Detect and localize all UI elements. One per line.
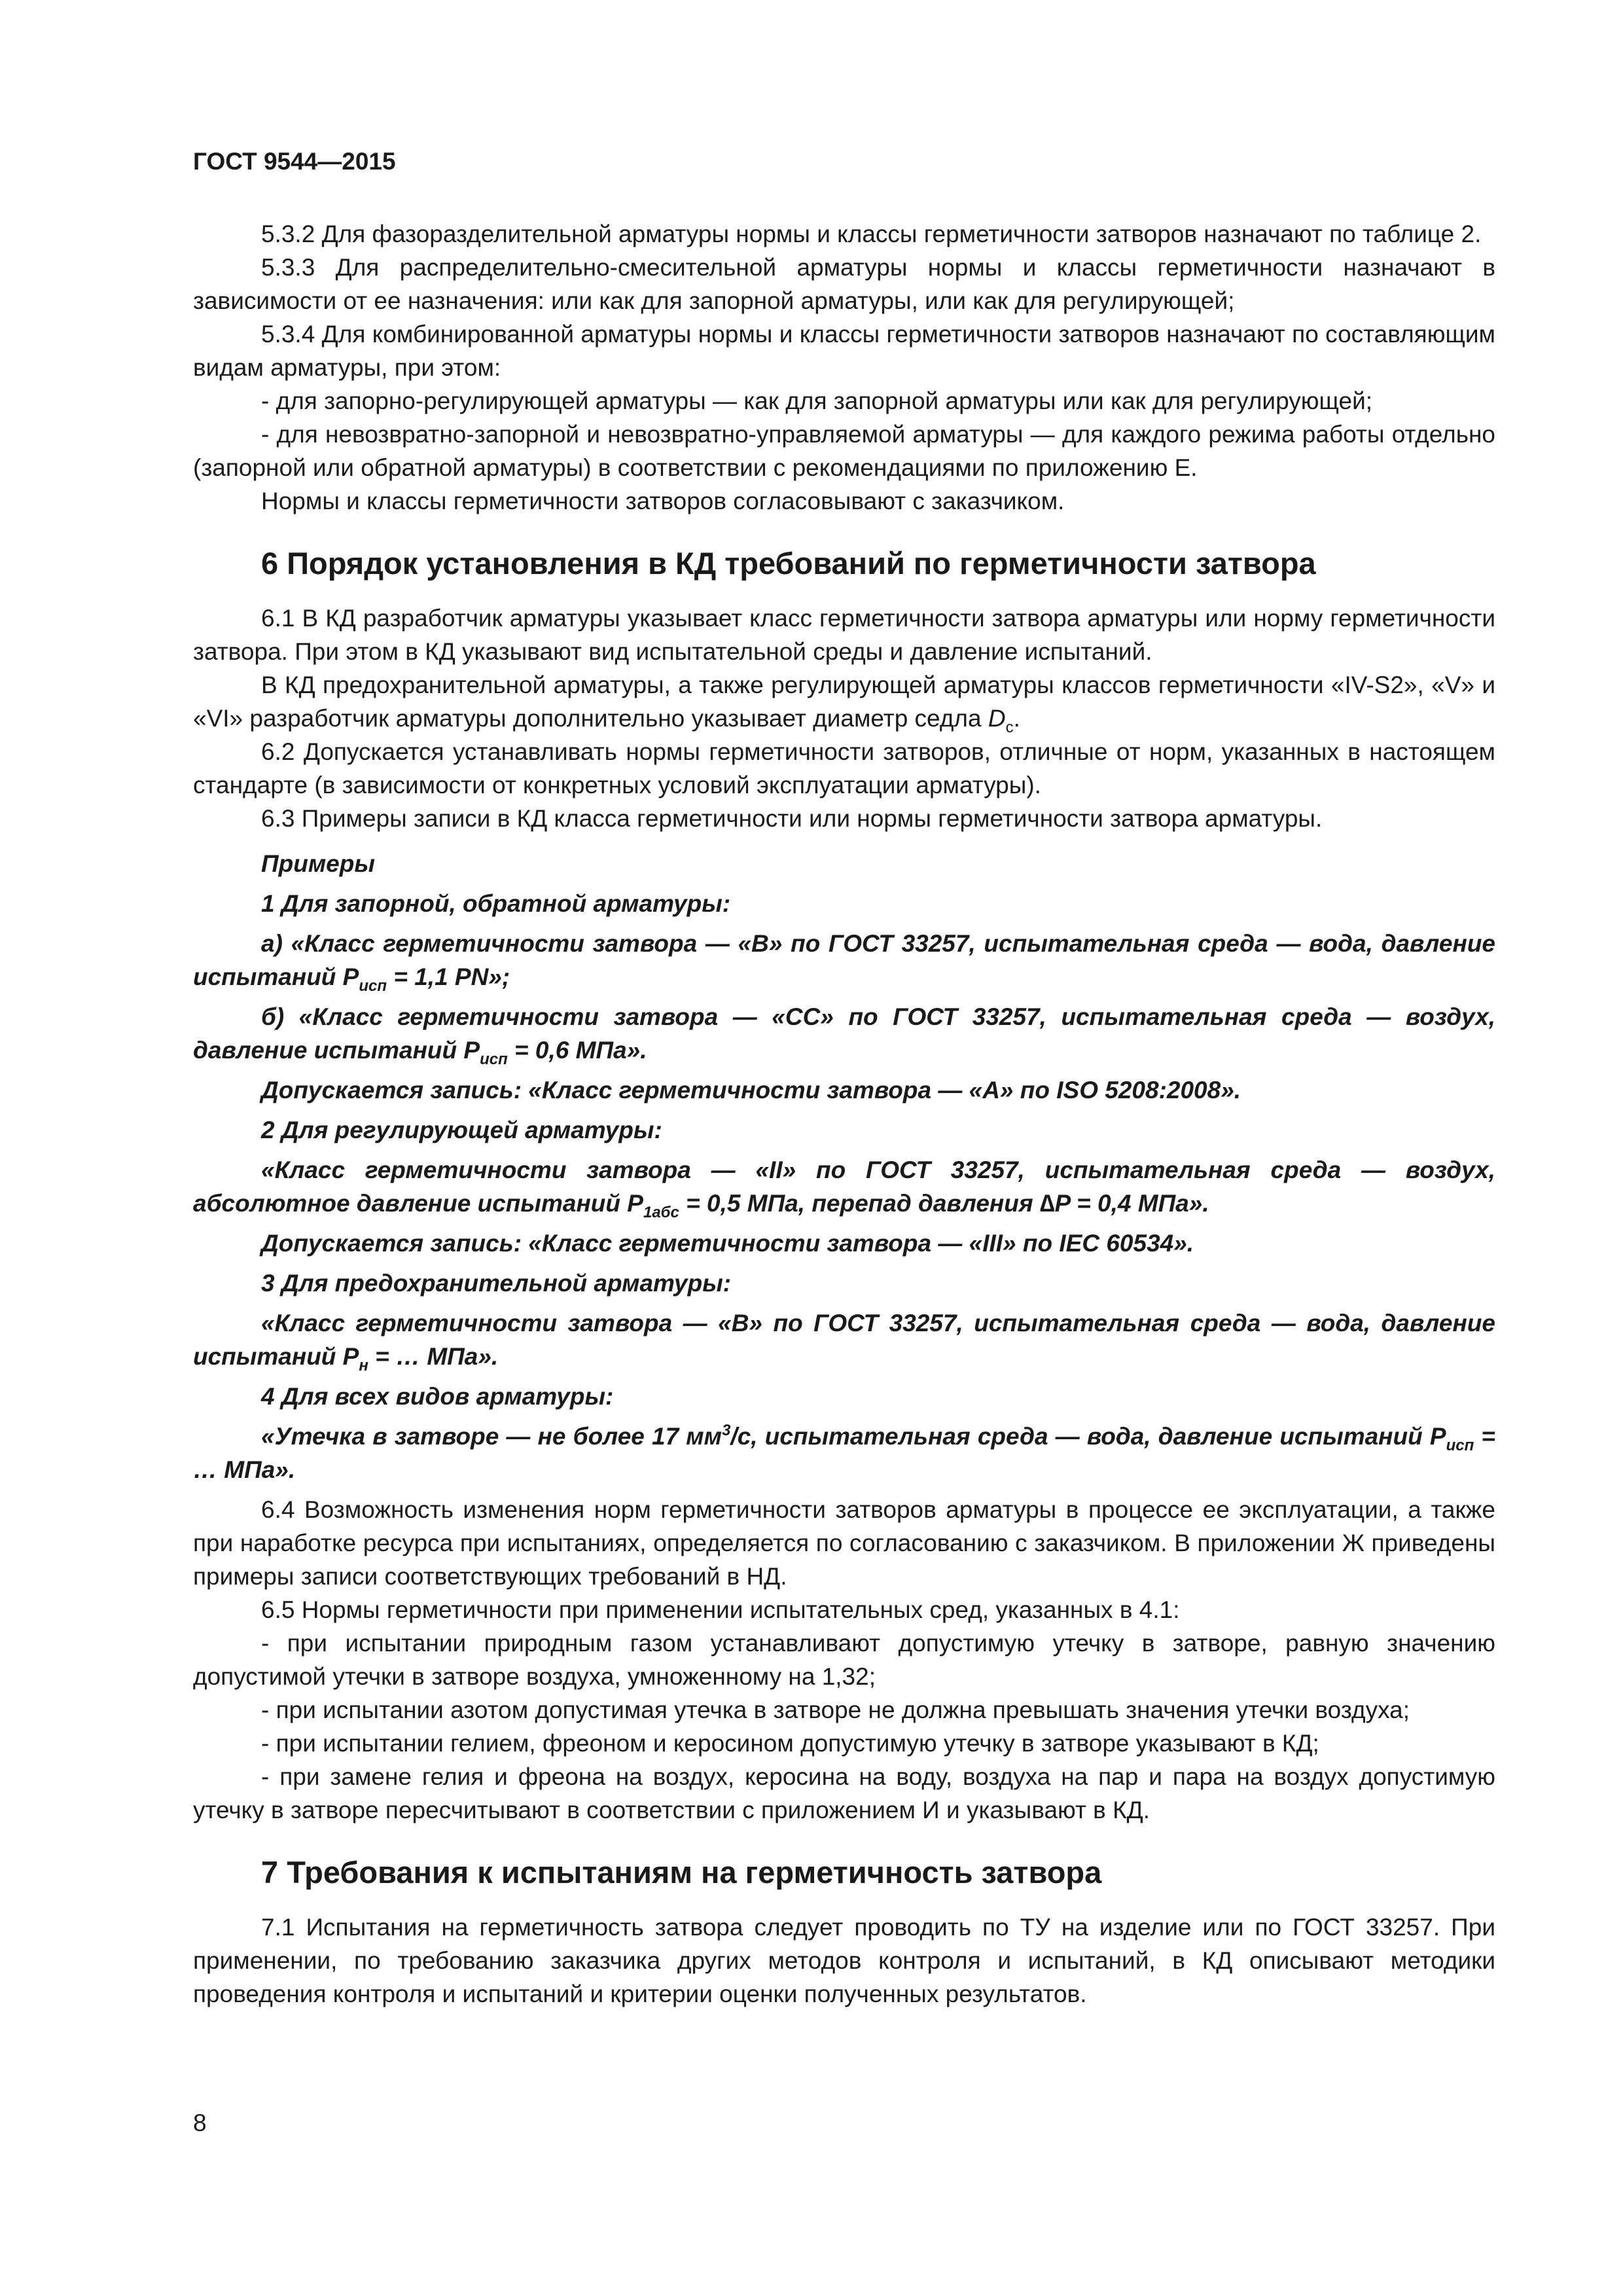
page-number: 8: [193, 2109, 207, 2136]
example-text-part: = 1,1 PN»;: [387, 963, 510, 990]
example-text: [193, 1306, 1495, 1373]
paragraph-6-3: 6.3 Примеры записи в КД класса герметичности или нормы герметичности затвора арматуры.: [261, 805, 1323, 832]
paragraph-note: Нормы и классы герметичности затворов согласовывают с заказчиком.: [261, 488, 1065, 514]
list-item: - при испытании азотом допустимая утечка в затворе не должна превышать значения утечки воздуха;: [261, 1696, 1410, 1723]
document-header: ГОСТ 9544—2015: [193, 148, 396, 175]
example-heading: 4 Для всех видов арматуры:: [261, 1383, 614, 1410]
superscript: 3: [722, 1422, 731, 1439]
subscript: исп: [480, 1050, 508, 1068]
example-text-part: = 0,5 МПа, перепад давления ∆P = 0,4 МПа».: [679, 1190, 1209, 1217]
paragraph-5-3-4: 5.3.4 Для комбинированной арматуры нормы и классы герметичности затворов назначают по составляющим видам арматуры, при этом:: [193, 321, 1495, 381]
example-text: [193, 1153, 1495, 1220]
example-text-part: /с, испытательная среда — вода, давление испытаний P: [730, 1423, 1446, 1450]
paragraph-6-1-continued: В КД предохранительной арматуры, а также регулирующей арматуры классов герметичности «IV-S2», «V» и «VI» разработчик арматуры дополнительно указывает диаметр седла $D_c$.: [193, 672, 1495, 736]
paragraph-6-1: 6.1 В КД разработчик арматуры указывает класс герметичности затвора арматуры или норму герметичности затвора. При этом в КД указывают вид испытательной среды и давление испытаний.: [193, 605, 1495, 665]
example-text: Допускается запись: «Класс герметичности затвора — «А» по ISO 5208:2008».: [261, 1077, 1241, 1103]
paragraph-5-3-2: 5.3.2 Для фазоразделительной арматуры нормы и классы герметичности затворов назначают по таблице 2.: [261, 221, 1482, 247]
example-text-part: = … МПа».: [368, 1343, 499, 1370]
list-item: - при испытании природным газом устанавливают допустимую утечку в затворе, равную значению допустимой утечки в затворе воздуха, умноженному на 1,32;: [193, 1630, 1495, 1690]
paragraph-6-5: 6.5 Нормы герметичности при применении испытательных сред, указанных в 4.1:: [261, 1596, 1180, 1623]
subscript: c: [1005, 719, 1014, 736]
section-6-heading: 6 Порядок установления в КД требований по герметичности затвора: [261, 546, 1316, 581]
paragraph-7-1: 7.1 Испытания на герметичность затвора следует проводить по ТУ на изделие или по ГОСТ 33257. При применении, по требованию заказчика других методов контроля и испытаний, в КД описывают методики проведения контроля и испытаний и критерии оценки полученных результатов.: [193, 1914, 1495, 2007]
example-heading: 1 Для запорной, обратной арматуры:: [261, 890, 731, 917]
example-text: [193, 1420, 1495, 1486]
subscript: 1абс: [643, 1204, 679, 1221]
paragraph-6-2: 6.2 Допускается устанавливать нормы герметичности затворов, отличные от норм, указанных в настоящем стандарте (в зависимости от конкретных условий эксплуатации арматуры).: [193, 738, 1495, 798]
example-text: [193, 927, 1495, 994]
example-text-part: «Утечка в затворе — не более 17 мм: [261, 1423, 722, 1450]
page-content: [193, 217, 1495, 2011]
example-text-part: а) «Класс герметичности затвора — «В» по ГОСТ 33257, испытательная среда — вода, давление испытаний P: [193, 930, 1495, 990]
paragraph-text: В КД предохранительной арматуры, а также регулирующей арматуры классов герметичности «IV-S2», «V» и «VI» разработчик арматуры дополнительно указывает диаметр седла: [193, 672, 1495, 732]
examples-block: [193, 847, 1495, 1486]
example-text-part: «Класс герметичности затвора — «II» по ГОСТ 33257, испытательная среда — воздух, абсолютное давление испытаний P: [193, 1157, 1495, 1217]
subscript: н: [359, 1357, 368, 1374]
example-text: [193, 1000, 1495, 1067]
example-heading: 2 Для регулирующей арматуры:: [261, 1117, 662, 1143]
section-7-heading: 7 Требования к испытаниям на герметичность затвора: [261, 1855, 1102, 1890]
example-heading: 3 Для предохранительной арматуры:: [261, 1270, 732, 1297]
example-text-part: б) «Класс герметичности затвора — «СС» по ГОСТ 33257, испытательная среда — воздух, давление испытаний P: [193, 1003, 1495, 1064]
list-item: - для запорно-регулирующей арматуры — как для запорной арматуры или как для регулирующей;: [261, 387, 1373, 414]
list-item: - при замене гелия и фреона на воздух, керосина на воду, воздуха на пар и пара на воздух допустимую утечку в затворе пересчитывают в соответствии с приложением И и указывают в КД.: [193, 1763, 1495, 1823]
symbol: D: [988, 705, 1006, 732]
subscript: исп: [359, 977, 387, 995]
example-text-part: «Класс герметичности затвора — «В» по ГОСТ 33257, испытательная среда — вода, давление испытаний P: [193, 1310, 1495, 1370]
paragraph-5-3-3: 5.3.3 Для распределительно-смесительной арматуры нормы и классы герметичности назначают в зависимости от ее назначения: или как для запорной арматуры, или как для регулирующей;: [193, 254, 1495, 314]
example-text-part: = … МПа».: [193, 1423, 1495, 1483]
paragraph-6-4: 6.4 Возможность изменения норм герметичности затворов арматуры в процессе ее эксплуатации, а также при наработке ресурса при испытаниях, определяется по согласованию с заказчиком. В приложении Ж приведены примеры записи соответствующих требований в НД.: [193, 1496, 1495, 1590]
subscript: исп: [1446, 1437, 1474, 1454]
example-text: Допускается запись: «Класс герметичности затвора — «III» по IEC 60534».: [261, 1230, 1194, 1257]
list-item: - при испытании гелием, фреоном и керосином допустимую утечку в затворе указывают в КД;: [261, 1730, 1319, 1757]
examples-title: Примеры: [261, 850, 375, 877]
example-text-part: = 0,6 МПа».: [507, 1037, 647, 1064]
list-item: - для невозвратно-запорной и невозвратно-управляемой арматуры — для каждого режима работы отдельно (запорной или обратной арматуры) в соответствии с рекомендациями по приложению Е.: [193, 421, 1495, 481]
